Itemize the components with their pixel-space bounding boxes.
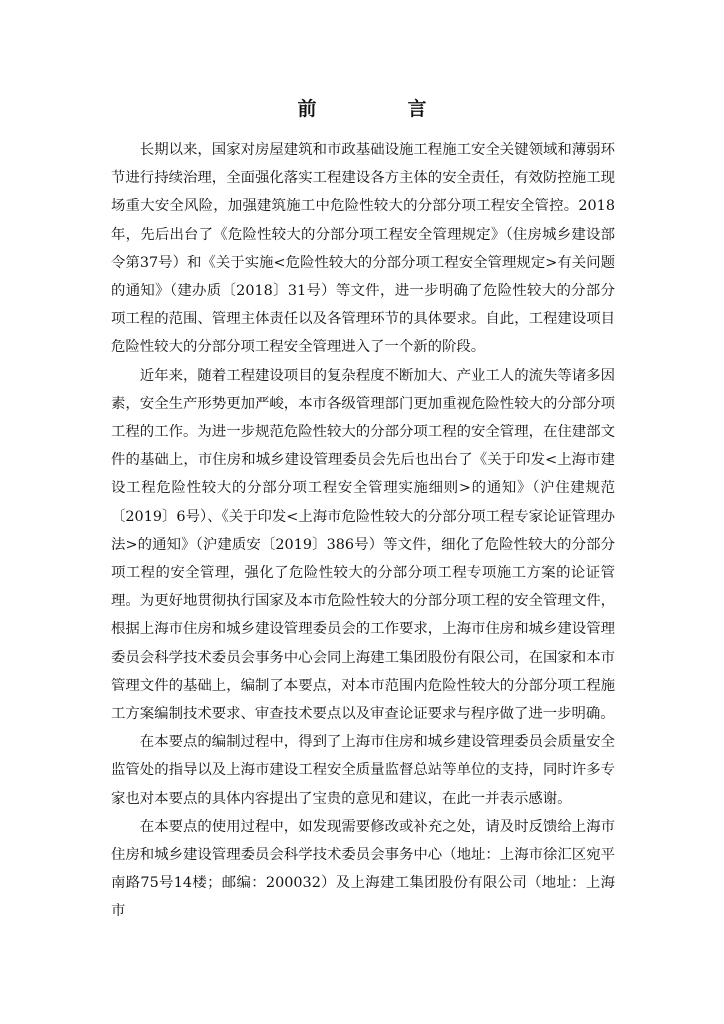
document-body [111,136,615,926]
paragraph-2: 近年来，随着工程建设项目的复杂程度不断加大、产业工人的流失等诸多因素，安全生产形势更加严峻，本市各级管理部门更加重视危险性较大的分部分项工程的工作。为进一步规范危险性较大的分部分项工程的安全管理，在住建部文件的基础上，市住房和城乡建设管理委员会先后也出台了《关于印发<上海市建设工程危险性较大的分部分项工程安全管理实施细则>的通知》（沪住建规范〔2019〕6号）、《关于印发<上海市危险性较大的分部分项工程专家论证管理办法>的通知》（沪建质安〔2019〕386号）等文件，细化了危险性较大的分部分项工程的安全管理，强化了危险性较大的分部分项工程专项施工方案的论证管理。为更好地贯彻执行国家及本市危险性较大的分部分项工程的安全管理文件，根据上海市住房和城乡建设管理委员会的工作要求，上海市住房和城乡建设管理委员会科学技术委员会事务中心会同上海建工集团股份有限公司，在国家和本市管理文件的基础上，编制了本要点，对本市范围内危险性较大的分部分项工程施工方案编制技术要求、审查技术要点以及审查论证要求与程序做了进一步明确。 [111,367,615,723]
paragraph-4: 在本要点的使用过程中，如发现需要修改或补充之处，请及时反馈给上海市住房和城乡建设管理委员会科学技术委员会事务中心（地址：上海市徐汇区宛平南路75号14楼；邮编：200032）及上海建工集团股份有限公司（地址：上海市 [111,818,615,920]
page-title: 前 言 [297,98,463,120]
paragraph-3: 在本要点的编制过程中，得到了上海市住房和城乡建设管理委员会质量安全监管处的指导以及上海市建设工程安全质量监督总站等单位的支持，同时许多专家也对本要点的具体内容提出了宝贵的意见和建议，在此一并表示感谢。 [111,734,615,807]
paragraph-1: 长期以来，国家对房屋建筑和市政基础设施工程施工安全关键领域和薄弱环节进行持续治理，全面强化落实工程建设各方主体的安全责任，有效防控施工现场重大安全风险，加强建筑施工中危险性较大的分部分项工程安全管控。2018年，先后出台了《危险性较大的分部分项工程安全管理规定》（住房城乡建设部令第37号）和《关于实施<危险性较大的分部分项工程安全管理规定>有关问题的通知》（建办质〔2018〕31号）等文件，进一步明确了危险性较大的分部分项工程的范围、管理主体责任以及各管理环节的具体要求。自此，工程建设项目危险性较大的分部分项工程安全管理进入了一个新的阶段。 [111,142,615,356]
